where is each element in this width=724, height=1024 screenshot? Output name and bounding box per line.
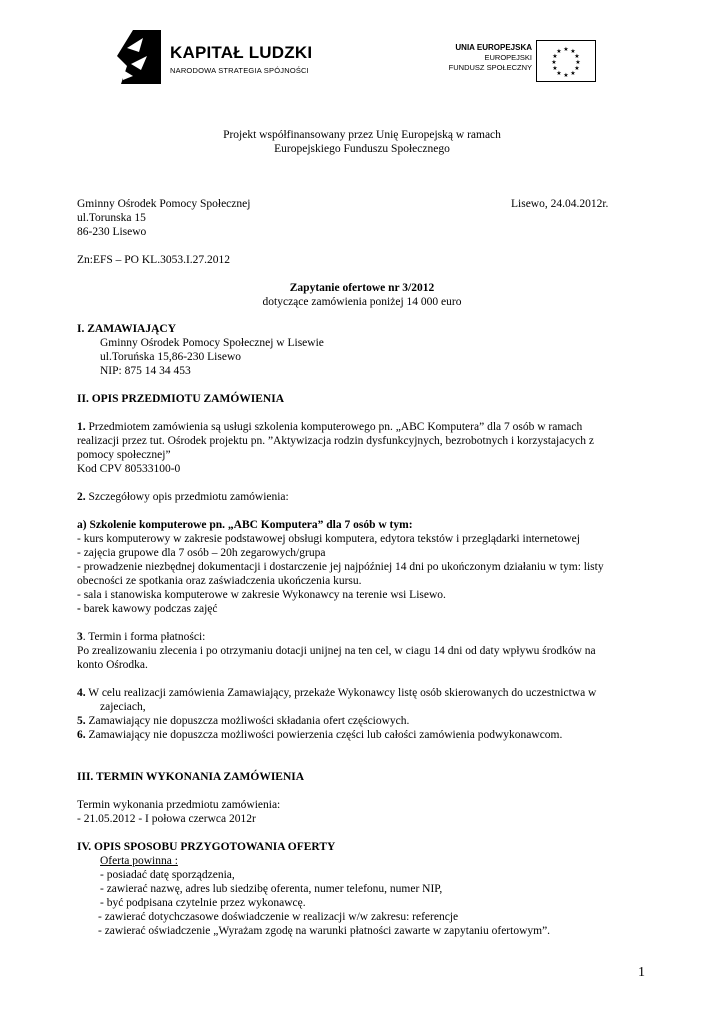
point-6-text: Zamawiający nie dopuszcza możliwości powierzenia części lub całości zamówienia podwykonawcom. [85, 729, 563, 741]
point-5-text: Zamawiający nie dopuszcza możliwości składania ofert częściowych. [85, 715, 410, 727]
eu-logo [440, 40, 598, 84]
point-4-number: 4. [77, 687, 86, 699]
subsection-a-item2: - zajęcia grupowe dla 7 osób – 20h zegarowych/grupa [77, 547, 326, 559]
point-6-number: 6. [77, 729, 86, 741]
point-2-text: Szczegółowy opis przedmiotu zamówienia: [85, 491, 289, 503]
svg-text:★: ★ [574, 65, 580, 72]
point-4-line1 [77, 686, 596, 700]
svg-text:★: ★ [556, 70, 562, 77]
svg-text:★: ★ [574, 53, 580, 60]
subsection-a-item4: - sala i stanowiska komputerowe w zakresie Wykonawcy na terenie wsi Lisewo. [77, 589, 446, 601]
document-title: Zapytanie ofertowe nr 3/2012 [289, 282, 435, 294]
kapital-ludzki-logo [113, 26, 323, 88]
svg-text:★: ★ [570, 70, 576, 77]
kapital-ludzki-emblem-icon [113, 26, 165, 88]
point-5-number: 5. [77, 715, 86, 727]
svg-text:★: ★ [552, 65, 558, 72]
document-subtitle: dotyczące zamówienia poniżej 14 000 euro [262, 296, 462, 308]
point-4-line2: zajeciach, [100, 701, 146, 713]
offer-req-4: - zawierać dotychczasowe doświadczenie w realizacji w/w zakresu: referencje [98, 911, 459, 923]
offer-req-2: - zawierać nazwę, adres lub siedzibę oferenta, numer telefonu, numer NIP, [100, 883, 443, 895]
offer-req-1: - posiadać datę sporządzenia, [100, 869, 235, 881]
svg-text:★: ★ [575, 59, 581, 66]
point-5 [77, 714, 409, 728]
orderer-nip: NIP: 875 14 34 453 [100, 365, 191, 377]
svg-text:★: ★ [570, 48, 576, 55]
cofinance-line1: Projekt współfinansowany przez Unię Europejską w ramach [223, 129, 501, 141]
cpv-code: Kod CPV 80533100-0 [77, 463, 181, 475]
svg-text:★: ★ [563, 72, 569, 79]
place-date: Lisewo, 24.04.2012r. [511, 198, 609, 210]
sender-name: Gminny Ośrodek Pomocy Społecznej [77, 198, 251, 210]
point-3 [77, 630, 205, 644]
subsection-a-item1: - kurs komputerowy w zakresie podstawowej obsługi komputera, edytora tekstów i przeglądarki internetowej [77, 533, 580, 545]
deadline-label: Termin wykonania przedmiotu zamówienia: [77, 799, 281, 811]
item5-dash: - [77, 603, 84, 615]
svg-text:★: ★ [556, 48, 562, 55]
subsection-a-item3-cont: obecności ze spotkania oraz zaświadczenia ukończenia kursu. [77, 575, 362, 587]
section-4-heading: IV. OPIS SPOSOBU PRZYGOTOWANIA OFERTY [77, 841, 336, 853]
point-1-number: 1. [77, 421, 86, 433]
eu-line1: UNIA EUROPEJSKA [455, 43, 532, 52]
eu-line2: EUROPEJSKI [484, 53, 532, 62]
item5-text: barek kawowy podczas zajęć [83, 603, 218, 615]
point-2-number: 2. [77, 491, 86, 503]
point-3-text: . Termin i forma płatności: [82, 631, 206, 643]
svg-text:★: ★ [563, 46, 569, 53]
svg-text:★: ★ [551, 59, 557, 66]
orderer-name: Gminny Ośrodek Pomocy Społecznej w Lisewie [100, 337, 324, 349]
point-3-number: 3 [77, 631, 83, 643]
offer-label: Oferta powinna : [100, 855, 178, 867]
point-6 [77, 728, 562, 742]
reference-number: Zn:EFS – PO KL.3053.I.27.2012 [77, 254, 231, 266]
section-2-heading: II. OPIS PRZEDMIOTU ZAMÓWIENIA [77, 393, 285, 405]
section-1-heading: I. ZAMAWIAJĄCY [77, 323, 177, 335]
eu-line3: FUNDUSZ SPOŁECZNY [448, 63, 532, 72]
point-1-text: Przedmiotem zamówienia są usługi szkolenia komputerowego pn. „ABC Komputera” dla 7 osób w ramach [85, 421, 583, 433]
page-number: 1 [638, 965, 645, 980]
cofinance-line2: Europejskiego Funduszu Społecznego [274, 143, 450, 155]
kl-subtitle: NARODOWA STRATEGIA SPÓJNOŚCI [170, 66, 309, 75]
point-4-text: W celu realizacji zamówienia Zamawiający, przekaże Wykonawcy listę osób skierowanych do uczestnictwa w [85, 687, 597, 699]
kl-title: KAPITAŁ LUDZKI [170, 43, 313, 62]
point-1-line1 [77, 420, 582, 434]
point-3-line2: konto Ośrodka. [77, 659, 148, 671]
subsection-a-item3: - prowadzenie niezbędnej dokumentacji i dostarczenie jej najpóźniej 14 dni po ukończonym działaniu w tym: listy [77, 561, 604, 573]
deadline-value: - 21.05.2012 - I połowa czerwca 2012r [77, 813, 256, 825]
sender-city: 86-230 Lisewo [77, 226, 147, 238]
orderer-address: ul.Toruńska 15,86-230 Lisewo [100, 351, 242, 363]
eu-text [449, 43, 532, 73]
point-3-line1: Po zrealizowaniu zlecenia i po otrzymaniu dotacji unijnej na ten cel, w ciagu 14 dni od daty wpływu środków na [77, 645, 596, 657]
offer-req-3: - być podpisana czytelnie przez wykonawcę. [100, 897, 306, 909]
svg-text:★: ★ [552, 53, 558, 60]
point-2 [77, 490, 289, 504]
section-3-heading: III. TERMIN WYKONANIA ZAMÓWIENIA [77, 771, 305, 783]
subsection-a-heading: a) Szkolenie komputerowe pn. „ABC Komputera” dla 7 osób w tym: [77, 519, 413, 531]
offer-req-5: - zawierać oświadczenie „Wyrażam zgodę na warunki płatności zawarte w zapytaniu ofertowym”. [98, 925, 551, 937]
eu-flag-icon [536, 40, 596, 82]
subsection-a-item5 [77, 602, 218, 616]
sender-street: ul.Torunska 15 [77, 212, 146, 224]
point-1-line3: pomocy społecznej” [77, 449, 171, 461]
point-1-line2: realizacji przez tut. Ośrodek projektu pn. ”Aktywizacja rodzin dysfunkcyjnych, bezrobotnych i korzystajacych z [77, 435, 594, 447]
